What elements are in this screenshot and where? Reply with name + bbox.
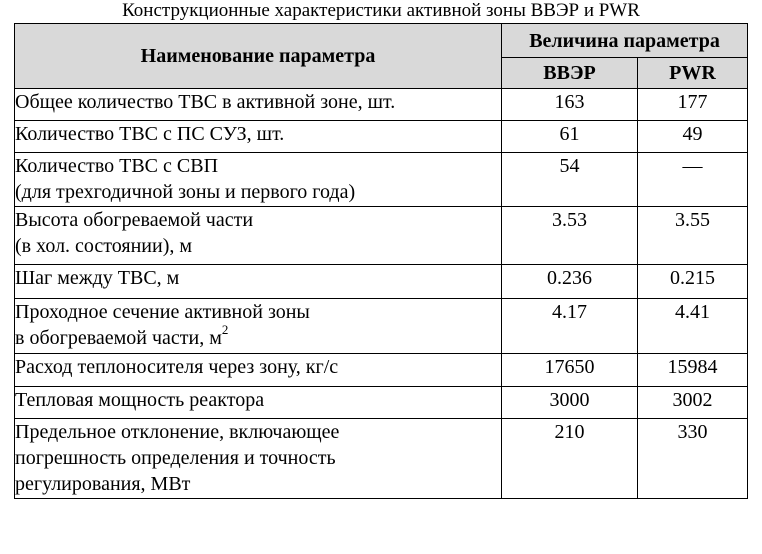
value-vver: 0.236: [502, 265, 638, 299]
table-row: [15, 121, 748, 153]
value-vver: 210: [502, 419, 638, 499]
param-name: [15, 89, 502, 121]
value-pwr: 177: [638, 89, 748, 121]
table-row: [15, 299, 748, 354]
value-pwr: 3002: [638, 387, 748, 419]
value-vver: 3000: [502, 387, 638, 419]
value-pwr: 15984: [638, 354, 748, 387]
param-name-line: Количество ТВС с ПС СУЗ, шт.: [15, 123, 285, 145]
value-vver: 17650: [502, 354, 638, 387]
param-name-line: погрешность определения и точность: [15, 447, 336, 469]
param-name: [15, 387, 502, 419]
value-pwr: 3.55: [638, 207, 748, 265]
param-name-line: Тепловая мощность реактора: [15, 389, 265, 411]
header-parameter-value: Величина параметра: [502, 24, 748, 58]
table-row: [15, 207, 748, 265]
value-vver: 3.53: [502, 207, 638, 265]
param-name-line: Общее количество ТВС в активной зоне, шт.: [15, 91, 396, 113]
parameters-table: [14, 23, 748, 499]
table-row: [15, 265, 748, 299]
param-name: [15, 299, 502, 354]
param-name-line: Расход теплоносителя через зону, кг/с: [15, 356, 339, 378]
header-parameter-name: Наименование параметра: [15, 24, 502, 89]
header-pwr: PWR: [638, 58, 748, 89]
value-pwr: 0.215: [638, 265, 748, 299]
header-vver: ВВЭР: [502, 58, 638, 89]
value-pwr: 49: [638, 121, 748, 153]
param-name-line: Предельное отклонение, включающее: [15, 421, 340, 443]
value-vver: 4.17: [502, 299, 638, 354]
value-pwr: 4.41: [638, 299, 748, 354]
param-name-line: Проходное сечение активной зоны: [15, 301, 310, 323]
table-row: [15, 419, 748, 499]
value-vver: 54: [502, 153, 638, 207]
param-name: [15, 153, 502, 207]
param-name: [15, 354, 502, 387]
table-row: [15, 354, 748, 387]
param-name-line: в обогреваемой части, м: [15, 327, 222, 349]
header-row: [15, 24, 748, 58]
param-name: [15, 419, 502, 499]
value-pwr: —: [638, 153, 748, 207]
param-name: [15, 265, 502, 299]
value-vver: 163: [502, 89, 638, 121]
param-name-line: Высота обогреваемой части: [15, 209, 254, 231]
unit-superscript: 2: [221, 322, 229, 338]
table-row: [15, 153, 748, 207]
param-name-line: (для трехгодичной зоны и первого года): [15, 181, 356, 203]
param-name-line: (в хол. состоянии), м: [15, 235, 193, 257]
value-vver: 61: [502, 121, 638, 153]
table-row: [15, 387, 748, 419]
param-name-line: регулирования, МВт: [15, 473, 191, 495]
param-name: [15, 121, 502, 153]
param-name: [15, 207, 502, 265]
param-name-line: Количество ТВС с СВП: [15, 155, 219, 177]
param-name-line: Шаг между ТВС, м: [15, 267, 180, 289]
value-pwr: 330: [638, 419, 748, 499]
table-caption: Конструкционные характеристики активной зоны ВВЭР и PWR: [122, 0, 640, 21]
table-row: [15, 89, 748, 121]
